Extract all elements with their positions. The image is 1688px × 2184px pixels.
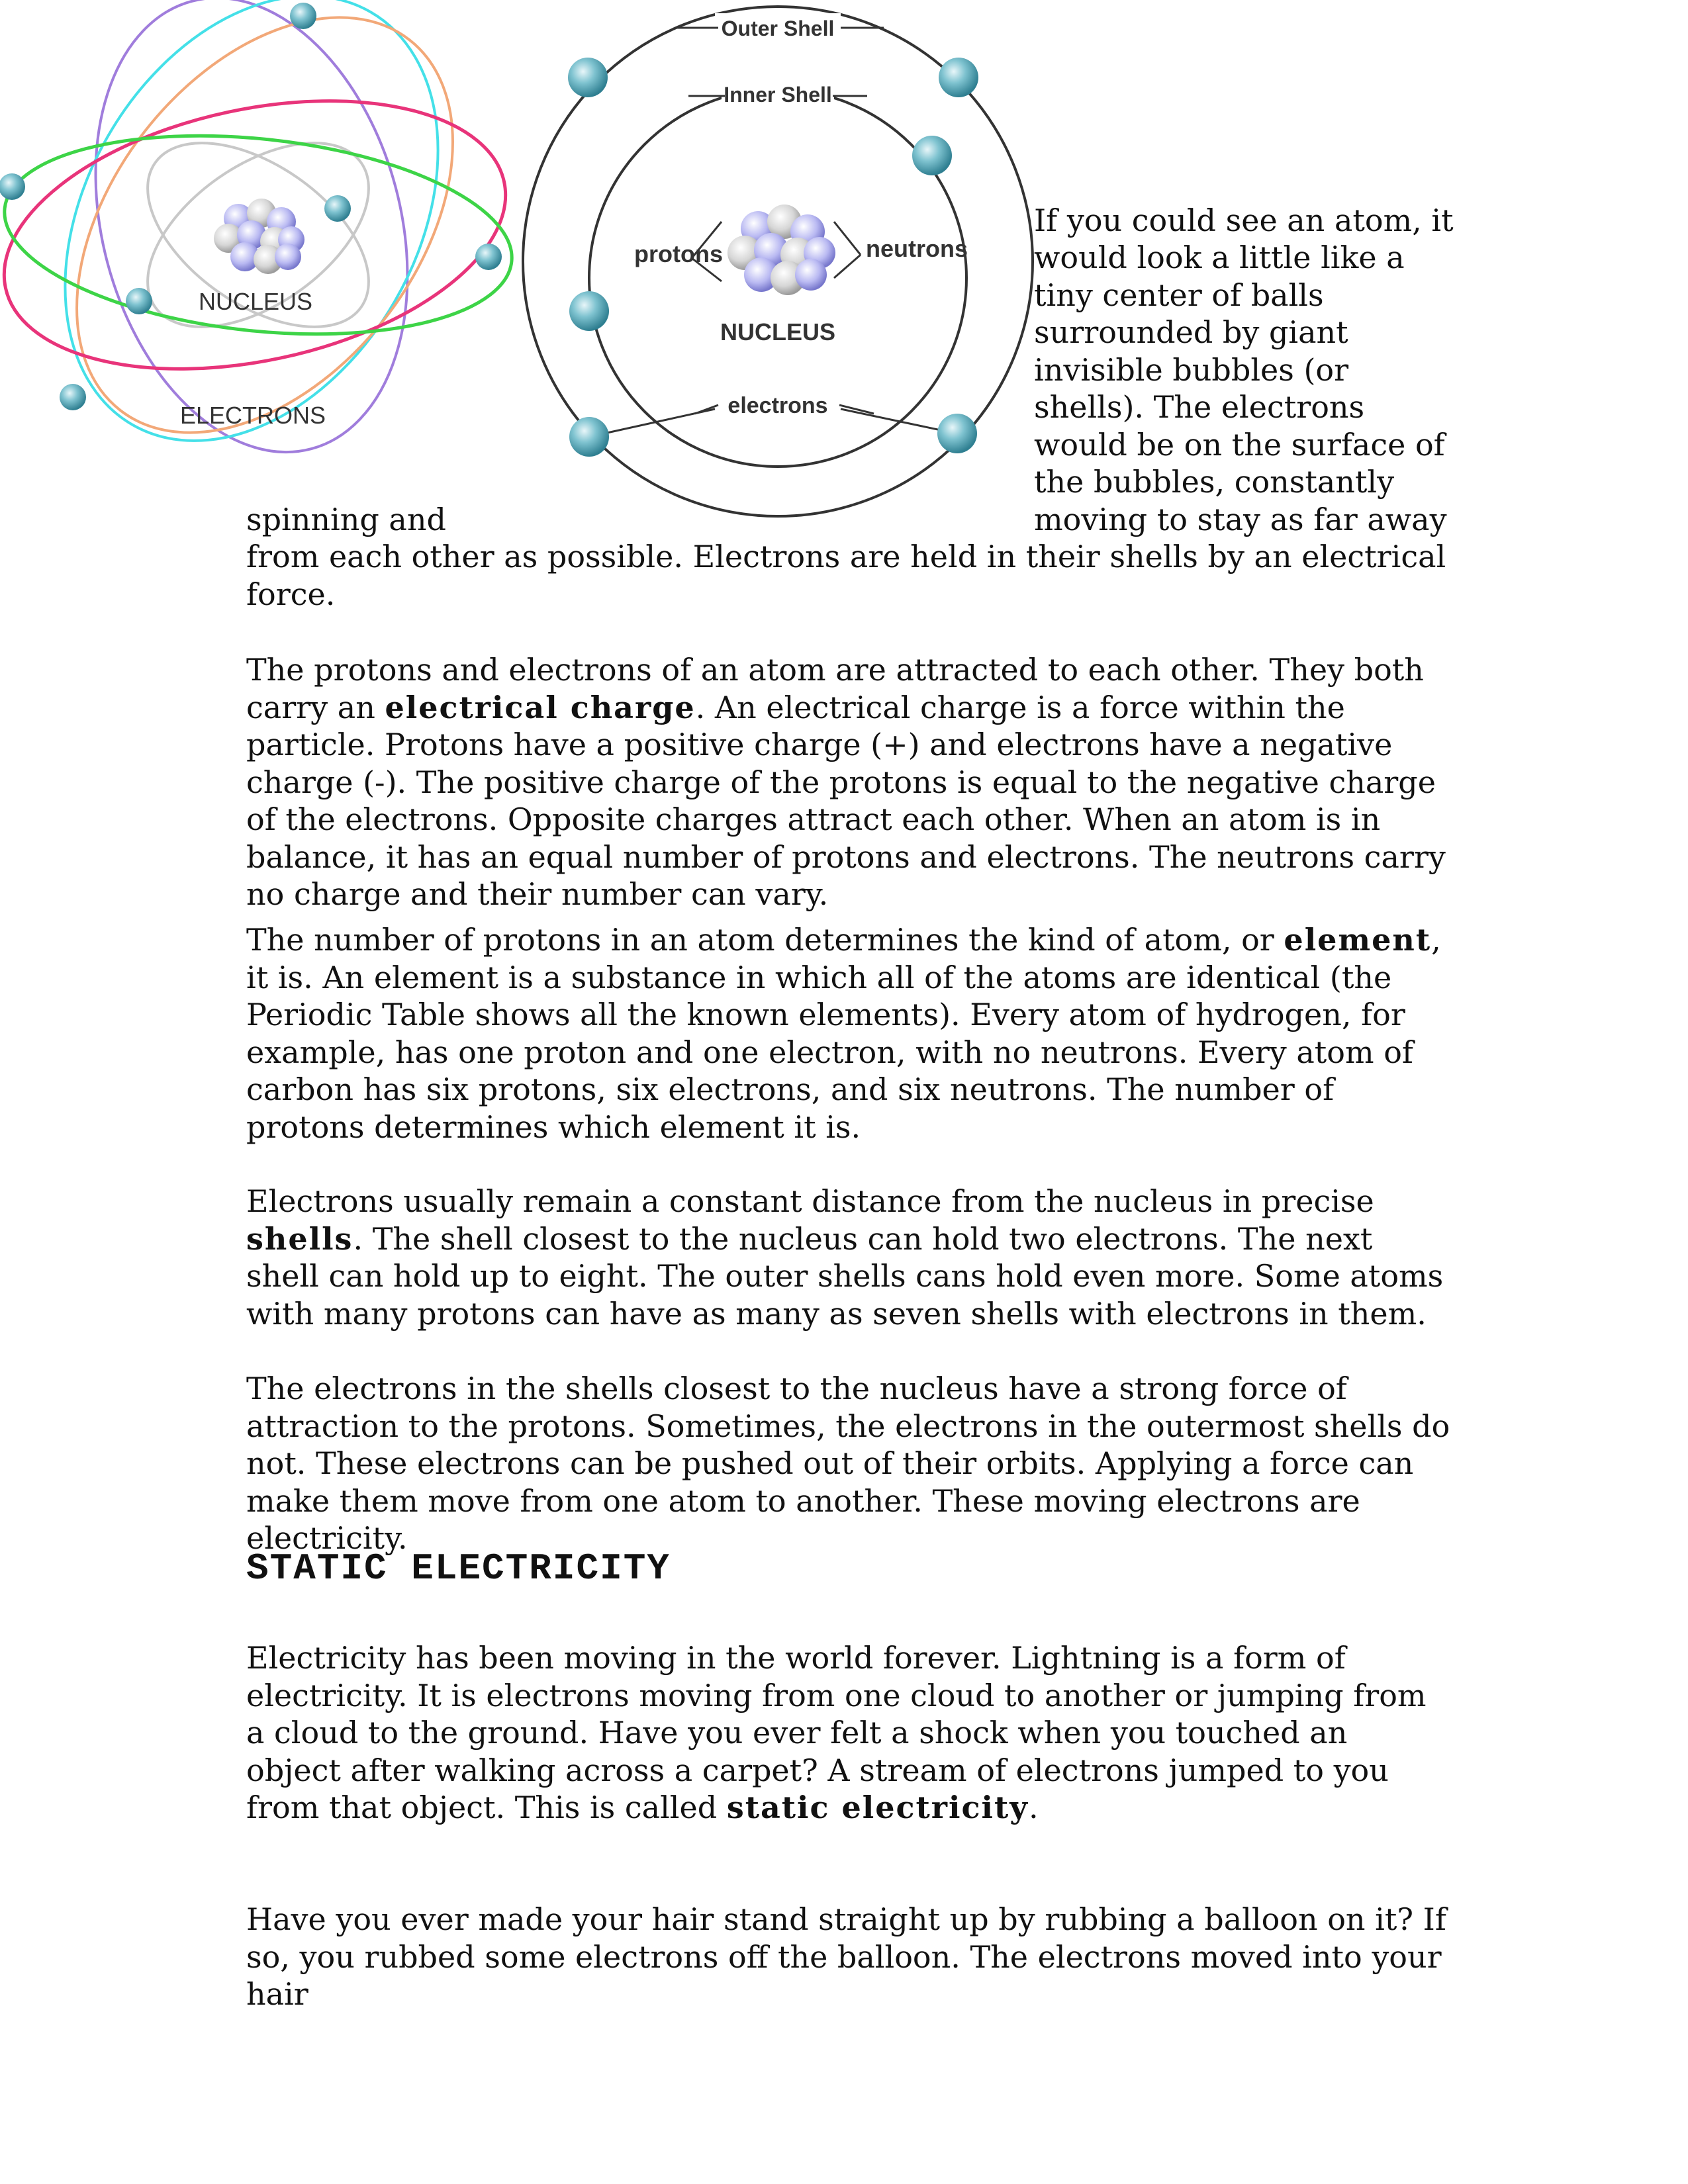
paragraph-static-electricity: Electricity has been moving in the world forever. Lightning is a form of electricity. It is electrons moving from one cloud to another or jumping from a cloud to the ground. Have you ever felt a shock when you touched an object after walking across a carpet? A stream of electrons jumped to you from that object. This is called static electricity. — [246, 1640, 1427, 1825]
paragraph-element: The number of protons in an atom determines the kind of atom, or element, it is. An element is a substance in which all of the atoms are identical (the Periodic Table shows all the known elements). Every atom of hydrogen, for example, has one proton and one electron, with no neutrons. Every atom of carbon has six protons, six electrons, and six neutrons. The number of protons determines which element it is. — [246, 922, 1441, 1145]
term-shells: shells — [246, 1220, 353, 1257]
intro-line: invisible bubbles (or — [1034, 352, 1349, 388]
nucleus-cluster — [214, 199, 305, 274]
shells-nucleus-label: NUCLEUS — [720, 318, 836, 345]
electron — [290, 3, 316, 29]
paragraph-balloon: Have you ever made your hair stand straight up by rubbing a balloon on it? If so, you rubbed some electrons off the balloon. The electrons moved into your hair — [246, 1901, 1446, 2012]
shells-electrons-label: electrons — [727, 393, 828, 418]
electron — [937, 414, 977, 453]
intro-line: surrounded by giant — [1034, 314, 1348, 350]
intro-line: tiny center of balls — [1034, 277, 1324, 313]
neutrons-label: neutrons — [866, 235, 968, 262]
electron — [912, 136, 952, 175]
atom-shells-diagram — [516, 0, 1039, 523]
intro-right-fragment: moving to stay as far away — [1034, 502, 1447, 537]
intro-left-fragment: spinning and — [246, 502, 446, 537]
shells-nucleus-cluster — [727, 205, 835, 295]
electron — [569, 417, 609, 457]
term-element: element — [1284, 922, 1432, 958]
electron — [60, 384, 86, 410]
atom-orbits-diagram — [0, 0, 523, 463]
intro-line: shells). The electrons — [1034, 389, 1365, 425]
inner-shell-label: Inner Shell — [724, 83, 832, 107]
orbits-nucleus-label: NUCLEUS — [199, 288, 313, 315]
electron — [569, 291, 609, 331]
intro-line: would look a little like a — [1034, 240, 1405, 275]
electron — [324, 195, 351, 222]
intro-continuation: force. — [246, 576, 336, 612]
paragraph-shells: Electrons usually remain a constant distance from the nucleus in precise shells. The shell closest to the nucleus can hold two electrons. The next shell can hold up to eight. The outer shells cans hold even more. Some atoms with many protons can have as many as seven shells with electrons in them. — [246, 1183, 1444, 1332]
orbits-electrons-label: ELECTRONS — [180, 402, 326, 429]
intro-line: would be on the surface of — [1034, 427, 1445, 463]
electron — [568, 58, 608, 97]
electron — [475, 244, 502, 270]
paragraph-moving-electrons: The electrons in the shells closest to the nucleus have a strong force of attraction to the protons. Sometimes, the electrons in the outermost shells do not. These electrons can be pushed out of their orbits. Applying a force can make them move from one atom to another. These moving electrons are electricity. — [246, 1371, 1450, 1556]
term-electrical-charge: electrical charge — [385, 689, 696, 725]
section-heading-static-electricity: STATIC ELECTRICITY — [246, 1547, 671, 1590]
intro-continuation: from each other as possible. Electrons are held in their shells by an electrical — [246, 539, 1446, 574]
electron — [939, 58, 978, 97]
outer-shell-label: Outer Shell — [721, 17, 835, 40]
paragraph-electrical-charge: The protons and electrons of an atom are attracted to each other. They both carry an electrical charge. An electrical charge is a force within the particle. Protons have a positive charge (+) and electrons have a negative charge (-). The positive charge of the protons is equal to the negative charge of the electrons. Opposite charges attract each other. When an atom is in balance, it has an equal number of protons and electrons. The neutrons carry no charge and their number can vary. — [246, 652, 1446, 912]
intro-line: If you could see an atom, it — [1034, 203, 1454, 238]
electron — [126, 288, 152, 314]
intro-line: the bubbles, constantly — [1034, 464, 1395, 500]
protons-label: protons — [634, 240, 723, 267]
term-static-electricity: static electricity — [726, 1790, 1029, 1825]
